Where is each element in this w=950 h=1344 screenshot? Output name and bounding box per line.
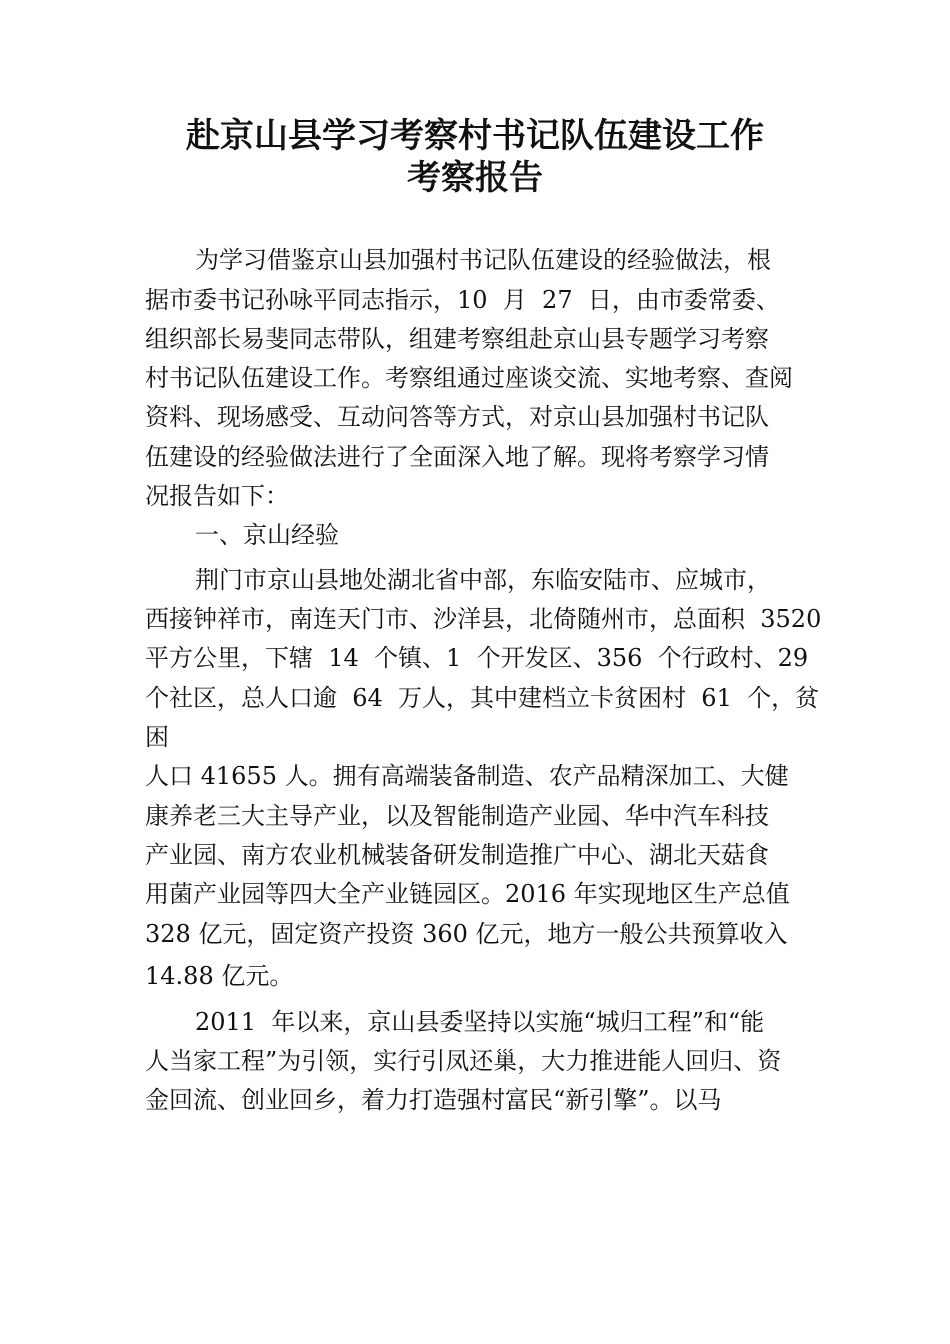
body-line: 14.88 亿元。 [145, 962, 294, 990]
body-line: 组织部长易斐同志带队，组建考察组赴京山县专题学习考察 [145, 325, 769, 353]
body-line: 据市委书记孙咏平同志指示，10 月 27 日，由市委常委、 [145, 286, 780, 314]
body-line: 康养老三大主导产业，以及智能制造产业园、华中汽车科技 [145, 802, 769, 830]
body-line: 328 亿元，固定资产投资 360 亿元，地方一般公共预算收入 [145, 920, 788, 948]
body-line: 用菌产业园等四大全产业链园区。2016 年实现地区生产总值 [145, 880, 790, 908]
body-line: 金回流、创业回乡，着力打造强村富民“新引擎”。以马 [145, 1086, 722, 1114]
body-line: 荆门市京山县地处湖北省中部，东临安陆市、应城市， [195, 566, 771, 594]
body-line: 产业园、南方农业机械装备研发制造推广中心、湖北天菇食 [145, 841, 769, 869]
body-line: 个社区，总人口逾 64 万人，其中建档立卡贫困村 61 个，贫 [145, 684, 820, 712]
body-line: 资料、现场感受、互动问答等方式，对京山县加强村书记队 [145, 403, 769, 431]
body-line: 2011 年以来，京山县委坚持以实施“城归工程”和“能 [195, 1008, 765, 1036]
document-title-line-2: 考察报告 [407, 158, 543, 198]
body-line: 困 [145, 723, 169, 751]
body-line: 人口 41655 人。拥有高端装备制造、农产品精深加工、大健 [145, 762, 789, 790]
body-line: 为学习借鉴京山县加强村书记队伍建设的经验做法，根 [195, 246, 771, 274]
section-heading: 一、京山经验 [195, 521, 339, 549]
body-line: 村书记队伍建设工作。考察组通过座谈交流、实地考察、查阅 [145, 364, 793, 392]
body-line: 平方公里，下辖 14 个镇、1 个开发区、356 个行政村、29 [145, 644, 809, 672]
body-line: 西接钟祥市，南连天门市、沙洋县，北倚随州市，总面积 3520 [145, 605, 822, 633]
document-title-line-1: 赴京山县学习考察村书记队伍建设工作 [186, 116, 764, 156]
body-line: 伍建设的经验做法进行了全面深入地了解。现将考察学习情 [145, 443, 769, 471]
body-line: 况报告如下： [145, 482, 289, 510]
body-line: 人当家工程”为引领，实行引凤还巢，大力推进能人回归、资 [145, 1047, 782, 1075]
